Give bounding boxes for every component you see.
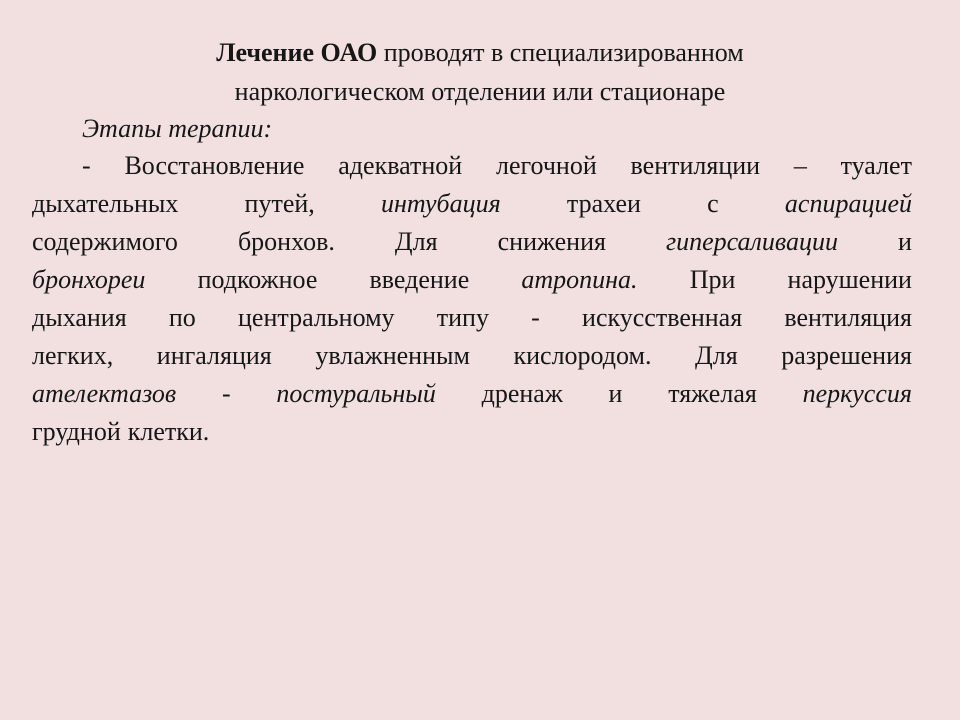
word: туалет bbox=[840, 151, 912, 180]
word: центральному bbox=[238, 303, 395, 332]
word: дренаж bbox=[481, 379, 563, 408]
word: путей, bbox=[244, 189, 315, 218]
italic-term: бронхореи bbox=[32, 265, 146, 294]
heading-line-1 bbox=[0, 33, 960, 72]
italic-term: аспирацией bbox=[784, 189, 912, 218]
word: - bbox=[531, 303, 540, 332]
word: увлажненным bbox=[315, 341, 470, 370]
word: Восстановление bbox=[124, 151, 305, 180]
word: легочной bbox=[495, 151, 597, 180]
paragraph-line bbox=[32, 375, 912, 413]
word: кислородом. bbox=[513, 341, 652, 370]
stages-title: Этапы терапии: bbox=[82, 114, 273, 143]
word: искусственная bbox=[582, 303, 743, 332]
word: дыхательных bbox=[32, 189, 179, 218]
paragraph-line bbox=[32, 147, 912, 185]
word: клетки. bbox=[127, 417, 210, 446]
word: ингаляция bbox=[156, 341, 272, 370]
word: дыхания bbox=[32, 303, 127, 332]
word: разрешения bbox=[781, 341, 912, 370]
italic-term: перкуссия bbox=[802, 379, 912, 408]
paragraph-line bbox=[32, 223, 912, 261]
therapy-paragraph bbox=[32, 147, 912, 451]
italic-term: ателектазов bbox=[32, 379, 177, 408]
word: введение bbox=[369, 265, 470, 294]
word: с bbox=[707, 189, 719, 218]
word: типу bbox=[436, 303, 489, 332]
word: грудной bbox=[32, 417, 121, 446]
italic-term: постуральный bbox=[276, 379, 436, 408]
word: содержимого bbox=[32, 227, 178, 256]
word: тяжелая bbox=[668, 379, 757, 408]
paragraph-line bbox=[32, 185, 912, 223]
word: вентиляция bbox=[784, 303, 912, 332]
word: подкожное bbox=[197, 265, 318, 294]
slide-heading bbox=[0, 33, 960, 111]
word: нарушении bbox=[787, 265, 912, 294]
word: трахеи bbox=[566, 189, 641, 218]
paragraph-line bbox=[32, 261, 912, 299]
italic-term: атропина. bbox=[521, 265, 638, 294]
word: и bbox=[608, 379, 623, 408]
word: и bbox=[898, 227, 912, 256]
word: адекватной bbox=[338, 151, 463, 180]
paragraph-line bbox=[32, 413, 912, 451]
word: вентиляции bbox=[630, 151, 761, 180]
word: снижения bbox=[497, 227, 606, 256]
word: бронхов. bbox=[237, 227, 335, 256]
heading-rest: проводят в специализированном bbox=[377, 38, 744, 67]
italic-term: интубация bbox=[380, 189, 501, 218]
word: легких, bbox=[32, 341, 114, 370]
word: – bbox=[793, 151, 807, 180]
word: Для bbox=[695, 341, 738, 370]
paragraph-line bbox=[32, 337, 912, 375]
heading-bold-term: Лечение ОАО bbox=[216, 38, 378, 67]
paragraph-line bbox=[32, 299, 912, 337]
word: по bbox=[168, 303, 196, 332]
word: - bbox=[221, 379, 231, 408]
word: При bbox=[689, 265, 736, 294]
word: Для bbox=[394, 227, 438, 256]
word: - bbox=[82, 151, 91, 180]
italic-term: гиперсаливации bbox=[665, 227, 838, 256]
heading-line-2: наркологическом отделении или стационаре bbox=[234, 77, 726, 106]
